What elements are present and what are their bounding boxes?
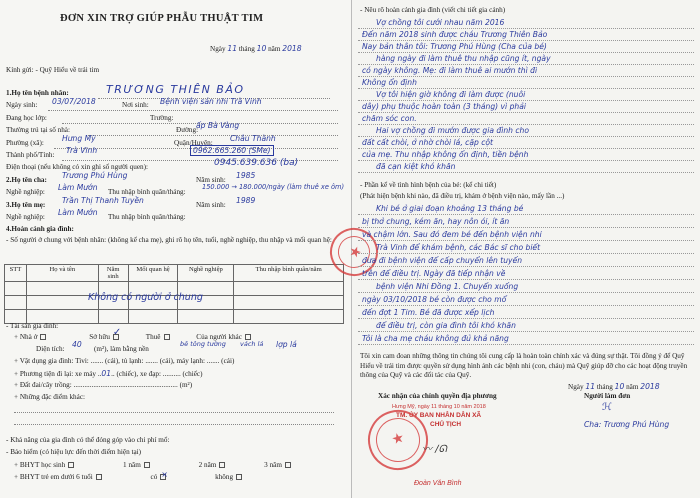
house-row: + Nhà ở Sở hữu ✓ Thuê Của người khác [14,333,254,342]
ruled-line [358,124,694,125]
area-value: 40 [72,340,82,349]
ruled-line [358,64,694,65]
mother-name-label: 3.Họ tên mẹ: [6,201,46,209]
ruled-line [358,172,694,173]
ruled-line [358,160,694,161]
student-ins-row: + BHYT học sinh 1 năm 2 năm 3 năm [14,461,294,470]
birthplace-value: Bệnh viện sản nhi Trà Vinh [160,97,262,106]
table-header-cell: Mối quan hệ [128,265,178,282]
ruled-line [358,40,694,41]
ruled-line [358,331,694,332]
district-label: Quận/Huyện: [174,139,213,147]
ruled-line [358,88,694,89]
ruled-line [358,28,694,29]
commitment: Tôi xin cam đoan những thông tin chúng tôi cung cấp là hoàn toàn chính xác và đúng sự thật. Tôi đồng ý để Quỹ Hiểu về trái tim được quyền sử dụng hình ảnh các bệnh nhi (con, cháu) mà Quỹ giúp đỡ cho các hoạt động truyền thông của Quỹ và các đối tác của Quỹ. [360,352,688,379]
mother-job-value: Làm Mướn [58,208,98,217]
handwritten-line: chăm sóc con. [362,114,417,123]
patient-name-label: 1.Họ tên bệnh nhân: [6,89,69,97]
handwritten-line: để điều trị, còn gia đình tôi khó khăn [376,321,516,330]
under6-ins-row: + BHYT trẻ em dưới 6 tuổi có × không [14,473,245,482]
ruled-line [358,253,694,254]
land-row: + Đất đai/cây trồng: .......................................................... (m²) [14,381,193,389]
address-label: Thường trú tại số nhà: [6,126,70,134]
form-title: ĐƠN XIN TRỢ GIÚP PHẪU THUẬT TIM [60,13,264,24]
area-label: Diện tích: [36,345,65,353]
district-value: Châu Thành [230,134,276,143]
assets-label: - Tài sản gia đình: [6,322,59,330]
stamp-text: TM. ỦY BAN NHÂN DÂN XÃ [396,412,482,419]
ruled-line [358,112,694,113]
ruled-line [358,266,694,267]
handwritten-line: đất cất chòi, ở nhờ chòi lá, cặp cột [362,138,494,147]
handwritten-line: dây) phụ thuộc hoàn toàn (3 tháng) vì phải [362,102,526,111]
table-header-cell: Năm sinh [98,265,128,282]
local-auth-label: Xác nhận của chính quyền địa phương [378,392,497,400]
table-note: Không có người ở chung [88,292,203,303]
mother-yob-label: Năm sinh: [196,201,226,209]
mother-name-value: Trần Thị Thanh Tuyền [62,196,144,205]
applicant-sign-name: Cha: Trương Phú Hùng [584,420,670,429]
handwritten-line: Hai vợ chồng đi mướn được gia đình cho [376,126,530,135]
birthplace-label: Nơi sinh: [122,101,149,109]
father-income-label: Thu nhập bình quân/tháng: [108,188,186,196]
walls-value: bê tông tường [180,340,226,348]
applicant-label: Người làm đơn [584,392,631,400]
father-job-label: Nghề nghiệp: [6,188,45,196]
handwritten-line: đến đợt 1 Tim. Bé đã được xếp lịch [362,308,495,317]
form-page-right [346,0,700,498]
handwritten-line: có ngày không. Mẹ: đi làm thuê ai mướn thì đi [362,66,538,75]
star-icon: ★ [346,243,364,263]
area-rest: (m²), làm bằng nền [94,345,149,353]
medical-label: - Phần kể về tình hình bệnh của bé: (kể chi tiết) [360,181,497,189]
roof-label: vách lá [240,340,264,348]
handwritten-line: ngày 03/10/2018 bé còn được cho mổ [362,295,507,304]
star-icon: ★ [390,430,407,449]
table-header-cell: Thu nhập bình quân/năm [234,265,344,282]
stamp-role: CHỦ TỊCH [430,421,462,428]
reason-label: - Nêu rõ hoàn cảnh gia đình (viết chi tiết gia cảnh) [360,6,506,14]
father-yob-label: Năm sinh: [196,176,226,184]
checkbox[interactable] [219,462,225,468]
father-name-value: Trương Phú Hùng [62,171,128,180]
father-income-value: 150.000 → 180.000/ngày (làm thuê xe ôm) [202,183,345,191]
mother-income-label: Thu nhập bình quân/tháng: [108,213,186,221]
contact-label: Điện thoại (nếu không có xin ghi số người quen): [6,163,149,171]
ruled-line [358,240,694,241]
handwritten-line: Vợ tôi hiện giờ không đi làm được (nuôi [376,90,526,99]
father-job-value: Làm Mướn [58,183,98,192]
checkbox[interactable] [68,462,74,468]
ruled-line [358,52,694,53]
address-value: ấp Bà Vàng [196,121,240,130]
ruled-line [358,76,694,77]
ward-label: Phường (xã): [6,139,44,147]
ability-label: - Khả năng của gia đình có thể đóng góp vào chi phí mổ: [6,436,170,444]
ruled-line [358,214,694,215]
checkbox[interactable] [285,462,291,468]
checkbox[interactable] [144,462,150,468]
handwritten-line: hàng ngày đi làm thuê thu nhập cũng ít, ngày [376,54,551,63]
ruled-line [358,148,694,149]
dob-label: Ngày sinh: [6,101,38,109]
family-note: - Số người ở chung với bệnh nhân: (không kể cha mẹ), ghi rõ họ tên, tuổi, nghề nghiệp, thu nhập và mối quan hệ: [6,236,332,244]
table-header-cell: Nghề nghiệp [178,265,234,282]
handwritten-line: Nay bản thân tôi: Trương Phú Hùng (Cha của bé) [362,42,547,51]
handwritten-line: đã cạn kiệt khó khăn [376,162,456,171]
checkbox[interactable] [40,334,46,340]
handwritten-line: bệnh viện Nhi Đồng 1. Chuyển xuống [376,282,519,291]
ruled-line [358,227,694,228]
ruled-line [358,292,694,293]
ruled-line [358,136,694,137]
date-line: Ngày 11 tháng 10 năm 2018 [210,44,302,53]
phone1-value: 0962.665.260 (SMe) [190,145,274,156]
ruled-line [358,100,694,101]
handwritten-line: Không ổn định [362,78,417,87]
handwritten-line: đưa đi bệnh viện để cấp chuyển lên tuyến [362,256,523,265]
handwritten-line: của mẹ. Thu nhập không ổn định, tiền bệnh [362,150,529,159]
checkbox-yes[interactable]: × [161,470,168,480]
handwritten-line: Trà Vinh để khám bệnh, các Bác sĩ cho biết [376,243,541,252]
handwritten-line: Khi bé ở giai đoạn khoảng 13 tháng bé [376,204,524,213]
handwritten-line: và chậm lớn. Sau đó đem bé đến bệnh viện nhi [362,230,542,239]
other-label: + Những đặc điểm khác: [14,393,86,401]
ruled-line [358,279,694,280]
handwritten-line: Vợ chồng tôi cưới nhau năm 2016 [376,18,505,27]
mother-yob-value: 1989 [236,196,256,205]
table-header-row [5,265,344,282]
school-field-label: Trường: [150,114,174,122]
valuables-row: + Vật dụng gia đình: Tivi: ....... (cái), tủ lạnh: ....... (cái), máy lạnh: ....... (cái) [14,357,235,365]
phone2-value: 0945.639.636 (ba) [214,158,299,168]
father-name-label: 2.Họ tên cha: [6,176,47,184]
checkbox-owned[interactable]: ✓ [112,327,122,339]
handwritten-line: trên để điều trị. Ngày đã tiếp nhận về [362,269,506,278]
table-header-cell: Họ và tên [26,265,98,282]
city-value: Trà Vinh [66,146,98,155]
recipient: Kính gửi: - Quỹ Hiểu về trái tim [6,66,100,74]
handwritten-line: Tôi là cha mẹ cháu không đủ khả năng [362,334,509,343]
signer-name: Đoàn Văn Bình [414,480,462,487]
medical-sub: (Phát hiện bệnh khi nào, đã điều trị, khám ở bệnh viện nào, mấy lần ...) [360,192,565,200]
insurance-label: - Bảo hiểm (có hiệu lực đến thời điểm hiện tại) [6,448,142,456]
father-yob-value: 1985 [236,171,256,180]
mother-job-label: Nghề nghiệp: [6,213,45,221]
table-header-cell: STT [5,265,27,282]
ruled-line [358,344,694,345]
applicant-signature: ℋ [602,402,612,413]
handwritten-line: Đến năm 2018 sinh được cháu Trương Thiên Bảo [362,30,548,39]
sign-date: Ngày 11 tháng 10 năm 2018 [568,382,660,391]
ruled-line [358,318,694,319]
transport-row: + Phương tiện đi lại: xe máy ..01.. (chiếc), xe đạp: .......... (chiếc) [14,369,203,378]
roof-value: lợp lá [276,340,297,349]
ruled-line [358,305,694,306]
dob-value: 03/07/2018 [52,97,96,106]
checkbox[interactable] [96,474,102,480]
city-label: Thành phố/Tỉnh: [6,151,55,159]
street-label: Đường: [176,126,199,134]
confirm-note: Hưng Mỹ, ngày 11 tháng 10 năm 2018 [392,404,486,410]
school-label: Đang học lớp: [6,114,47,122]
ward-value: Hưng Mỹ [62,134,96,143]
patient-name-value: TRƯƠNG THIÊN BẢO [106,83,245,96]
checkbox[interactable] [236,474,242,480]
family-heading: 4.Hoàn cảnh gia đình: [6,225,74,233]
signature-mark: 〰 ∕ᘏ [422,444,447,455]
handwritten-line: bị thở chung, kém ăn, hay nôn ói, ít ăn [362,217,510,226]
checkbox[interactable] [164,334,170,340]
